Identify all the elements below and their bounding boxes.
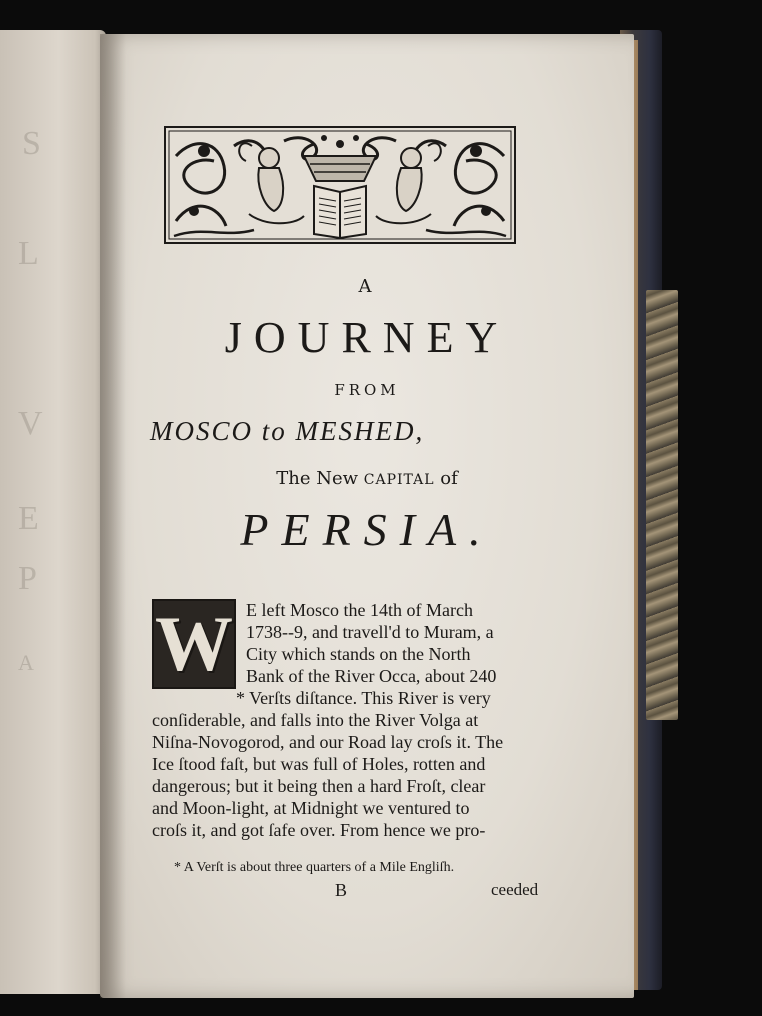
body-line: croſs it, and got ſafe over. From hence we pro- <box>152 820 486 840</box>
title-journey: JOURNEY <box>224 313 510 362</box>
capital-word: CAPITAL <box>363 472 435 488</box>
body-line: 1738--9, and travell'd to Muram, a <box>246 622 494 642</box>
body-line: Niſna-Novogorod, and our Road lay croſs it. The <box>152 732 504 752</box>
facing-page <box>0 30 106 994</box>
show-through-mark: S <box>22 125 41 162</box>
show-through-mark: P <box>18 560 37 597</box>
title-capital-line <box>100 468 634 489</box>
drop-cap-letter: W <box>155 600 233 687</box>
footnote: * A Verſt is about three quarters of a Mile Engliſh. <box>174 860 455 875</box>
title-country: PERSIA. <box>240 504 494 555</box>
body-line: City which stands on the North <box>246 644 471 664</box>
title-from: FROM <box>334 381 400 399</box>
show-through-mark: V <box>18 405 43 442</box>
signature-mark: B <box>335 880 348 900</box>
show-through-mark: E <box>18 500 39 537</box>
title-article: A <box>358 276 376 297</box>
body-line: conſiderable, and falls into the River Volga at <box>152 710 479 730</box>
marbled-board <box>646 290 678 720</box>
body-line: E left Mosco the 14th of March <box>246 600 473 620</box>
headpiece-ornament-icon <box>164 126 516 244</box>
catchword: ceeded <box>491 880 539 899</box>
body-line: and Moon-light, at Midnight we ventured to <box>152 798 470 818</box>
show-through-mark: L <box>18 235 39 272</box>
body-line: * Verſts diſtance. This River is very <box>236 688 491 708</box>
show-through-mark: A <box>18 650 34 675</box>
capital-suffix: of <box>440 468 458 489</box>
capital-prefix: The New <box>276 468 359 489</box>
drop-cap <box>152 599 236 689</box>
title-route: MOSCO to MESHED, <box>150 416 425 446</box>
body-line: Bank of the River Occa, about 240 <box>246 666 497 686</box>
body-line: Ice ſtood faſt, but was full of Holes, rotten and <box>152 754 486 774</box>
body-line: dangerous; but it being then a hard Froſt, clear <box>152 776 486 796</box>
